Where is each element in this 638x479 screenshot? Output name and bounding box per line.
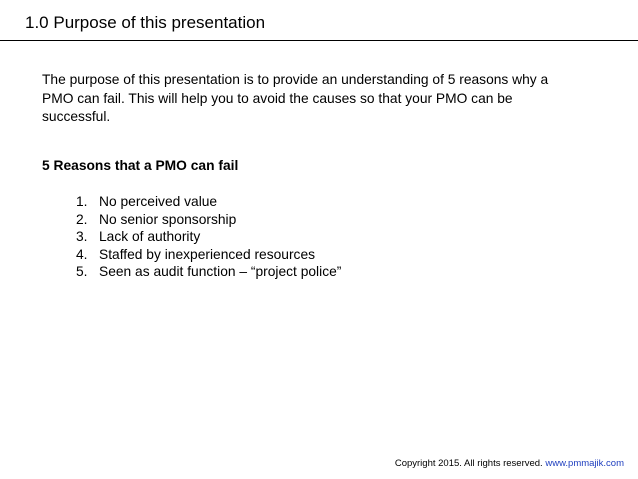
intro-paragraph xyxy=(42,71,582,127)
list-item-number: 1. xyxy=(76,194,88,209)
list-item-number: 3. xyxy=(76,229,88,244)
list-item-text: Seen as audit function – “project police” xyxy=(99,264,342,279)
footer xyxy=(395,458,624,470)
list-item-number: 2. xyxy=(76,211,88,227)
list-item-text: Lack of authority xyxy=(99,229,201,244)
list-item xyxy=(76,228,341,246)
reasons-heading: 5 Reasons that a PMO can fail xyxy=(42,158,239,173)
list-item xyxy=(76,246,341,264)
slide-title: 1.0 Purpose of this presentation xyxy=(25,13,266,32)
list-item xyxy=(76,211,341,229)
list-item xyxy=(76,263,341,281)
copyright-text: Copyright 2015. All rights reserved. xyxy=(394,458,546,469)
list-item-text: No perceived value xyxy=(99,194,218,209)
title-divider xyxy=(0,40,638,41)
list-item-number: 5. xyxy=(76,264,88,279)
intro-line: successful. xyxy=(42,109,111,124)
intro-line: The purpose of this presentation is to provide an understanding of 5 reasons why a xyxy=(42,72,549,87)
intro-line: PMO can fail. This will help you to avoid the causes so that your PMO can be xyxy=(42,90,513,106)
list-item-text: No senior sponsorship xyxy=(99,211,237,227)
list-item-text: Staffed by inexperienced resources xyxy=(99,246,316,262)
website-link[interactable]: www.pmmajik.com xyxy=(545,458,624,469)
reasons-list xyxy=(76,193,341,281)
list-item xyxy=(76,193,341,211)
list-item-number: 4. xyxy=(76,246,88,262)
